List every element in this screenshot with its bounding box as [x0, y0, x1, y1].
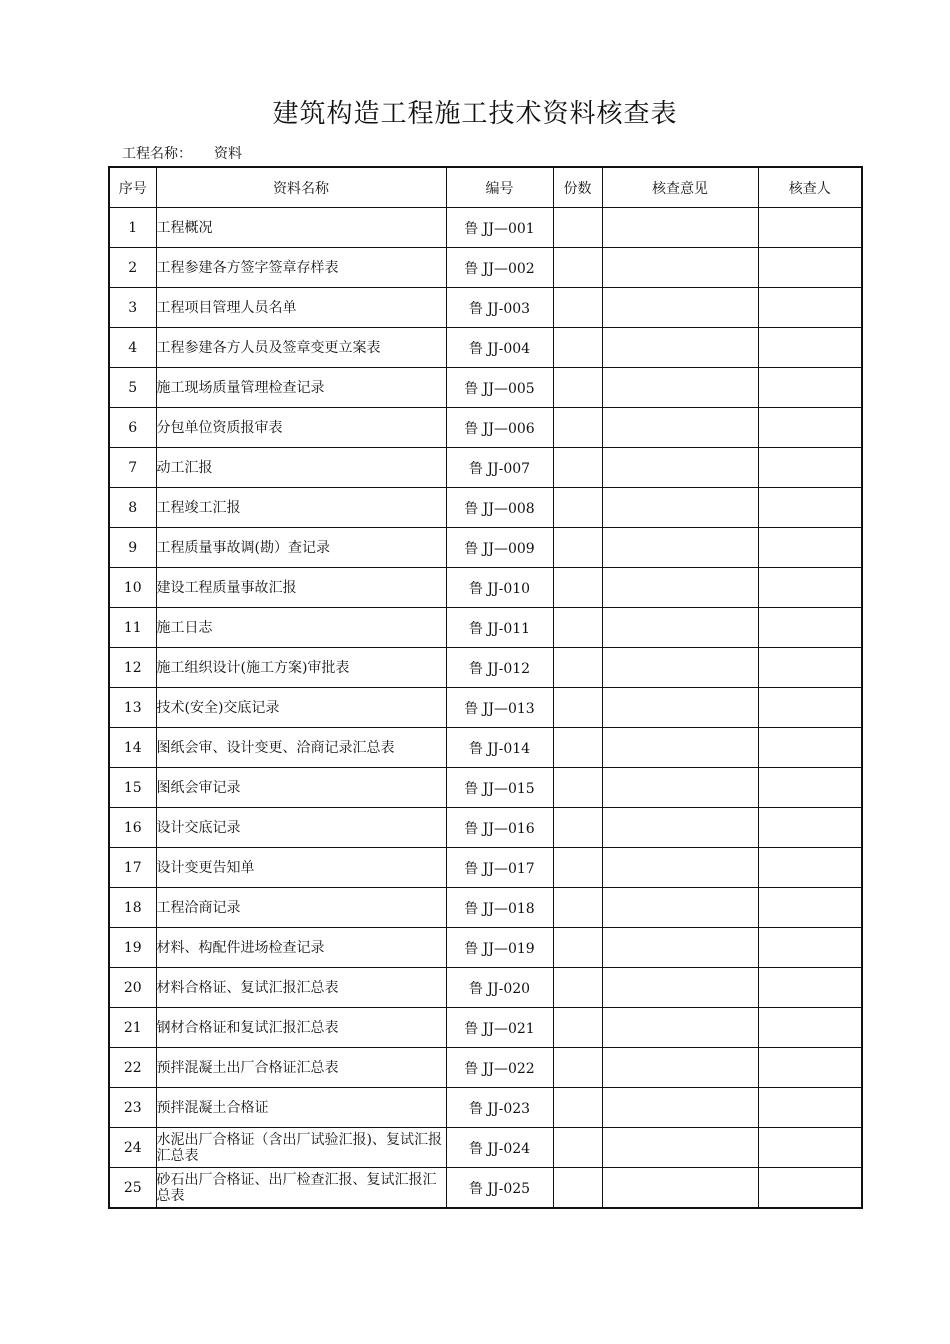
row-count-cell: [553, 208, 602, 248]
header-checker: 核查人: [758, 167, 862, 208]
row-no-cell: 1: [109, 208, 156, 248]
table-row: [109, 408, 862, 448]
row-code-cell: 鲁 JJ-020: [446, 968, 553, 1008]
row-opinion-cell: [602, 208, 758, 248]
row-checker-cell: [758, 648, 862, 688]
row-checker-cell: [758, 768, 862, 808]
table-row: [109, 1088, 862, 1128]
row-name-cell: 材料合格证、复试汇报汇总表: [156, 968, 446, 1008]
row-opinion-cell: [602, 768, 758, 808]
row-checker-cell: [758, 528, 862, 568]
table-row: [109, 488, 862, 528]
row-opinion-cell: [602, 1168, 758, 1209]
row-name-cell: 钢材合格证和复试汇报汇总表: [156, 1008, 446, 1048]
row-no-cell: 4: [109, 328, 156, 368]
row-no-cell: 24: [109, 1128, 156, 1168]
project-name-label: 工程名称：: [122, 146, 192, 162]
row-opinion-cell: [602, 608, 758, 648]
row-no-cell: 6: [109, 408, 156, 448]
row-code-cell: 鲁 JJ-024: [446, 1128, 553, 1168]
row-no-cell: 23: [109, 1088, 156, 1128]
row-no-cell: 5: [109, 368, 156, 408]
row-checker-cell: [758, 1088, 862, 1128]
row-checker-cell: [758, 368, 862, 408]
table-header-row: [109, 167, 862, 208]
row-no-cell: 12: [109, 648, 156, 688]
row-checker-cell: [758, 688, 862, 728]
table-row: [109, 688, 862, 728]
row-no-cell: 14: [109, 728, 156, 768]
row-checker-cell: [758, 1128, 862, 1168]
row-count-cell: [553, 888, 602, 928]
row-count-cell: [553, 808, 602, 848]
row-count-cell: [553, 248, 602, 288]
table-row: [109, 368, 862, 408]
row-name-cell: 技术(安全)交底记录: [156, 688, 446, 728]
table-row: [109, 1048, 862, 1088]
row-no-cell: 3: [109, 288, 156, 328]
row-opinion-cell: [602, 288, 758, 328]
row-code-cell: 鲁 JJ—021: [446, 1008, 553, 1048]
row-checker-cell: [758, 1008, 862, 1048]
row-code-cell: 鲁 JJ—017: [446, 848, 553, 888]
row-name-cell: 图纸会审记录: [156, 768, 446, 808]
header-code: 编号: [446, 167, 553, 208]
row-no-cell: 15: [109, 768, 156, 808]
row-checker-cell: [758, 248, 862, 288]
row-code-cell: 鲁 JJ—015: [446, 768, 553, 808]
row-name-cell: 工程洽商记录: [156, 888, 446, 928]
table-row: [109, 968, 862, 1008]
row-no-cell: 21: [109, 1008, 156, 1048]
row-code-cell: 鲁 JJ—006: [446, 408, 553, 448]
row-code-cell: 鲁 JJ—009: [446, 528, 553, 568]
row-count-cell: [553, 968, 602, 1008]
table-row: [109, 928, 862, 968]
row-opinion-cell: [602, 568, 758, 608]
row-checker-cell: [758, 848, 862, 888]
table-row: [109, 808, 862, 848]
row-name-cell: 预拌混凝土出厂合格证汇总表: [156, 1048, 446, 1088]
row-count-cell: [553, 768, 602, 808]
row-name-cell: 工程参建各方签字签章存样表: [156, 248, 446, 288]
row-opinion-cell: [602, 968, 758, 1008]
row-count-cell: [553, 848, 602, 888]
row-name-cell: 砂石出厂合格证、出厂检查汇报、复试汇报汇总表: [156, 1168, 446, 1209]
table-row: [109, 608, 862, 648]
row-code-cell: 鲁 JJ—005: [446, 368, 553, 408]
check-table: [108, 166, 863, 1209]
row-code-cell: 鲁 JJ—002: [446, 248, 553, 288]
row-code-cell: 鲁 JJ-011: [446, 608, 553, 648]
row-no-cell: 22: [109, 1048, 156, 1088]
row-opinion-cell: [602, 688, 758, 728]
row-opinion-cell: [602, 1048, 758, 1088]
page-title: 建筑构造工程施工技术资料核查表: [272, 99, 678, 129]
row-no-cell: 17: [109, 848, 156, 888]
row-opinion-cell: [602, 528, 758, 568]
row-count-cell: [553, 488, 602, 528]
row-code-cell: 鲁 JJ-007: [446, 448, 553, 488]
row-code-cell: 鲁 JJ-003: [446, 288, 553, 328]
table-body: [109, 208, 862, 1209]
row-name-cell: 图纸会审、设计变更、洽商记录汇总表: [156, 728, 446, 768]
row-name-cell: 预拌混凝土合格证: [156, 1088, 446, 1128]
table-row: [109, 848, 862, 888]
row-count-cell: [553, 1048, 602, 1088]
row-count-cell: [553, 1128, 602, 1168]
row-name-cell: 工程竣工汇报: [156, 488, 446, 528]
row-code-cell: 鲁 JJ—016: [446, 808, 553, 848]
row-opinion-cell: [602, 1008, 758, 1048]
row-code-cell: 鲁 JJ—013: [446, 688, 553, 728]
row-opinion-cell: [602, 728, 758, 768]
row-checker-cell: [758, 1168, 862, 1209]
row-checker-cell: [758, 448, 862, 488]
row-name-cell: 施工组织设计(施工方案)审批表: [156, 648, 446, 688]
row-checker-cell: [758, 488, 862, 528]
row-checker-cell: [758, 888, 862, 928]
row-code-cell: 鲁 JJ-012: [446, 648, 553, 688]
row-count-cell: [553, 928, 602, 968]
table-row: [109, 208, 862, 248]
row-name-cell: 分包单位资质报审表: [156, 408, 446, 448]
row-count-cell: [553, 328, 602, 368]
table-row: [109, 528, 862, 568]
row-name-cell: 工程概况: [156, 208, 446, 248]
row-count-cell: [553, 1168, 602, 1209]
header-no: 序号: [109, 167, 156, 208]
table-row: [109, 1168, 862, 1209]
row-name-cell: 设计交底记录: [156, 808, 446, 848]
row-code-cell: 鲁 JJ-025: [446, 1168, 553, 1209]
row-count-cell: [553, 648, 602, 688]
row-code-cell: 鲁 JJ-023: [446, 1088, 553, 1128]
row-name-cell: 工程项目管理人员名单: [156, 288, 446, 328]
row-code-cell: 鲁 JJ—022: [446, 1048, 553, 1088]
row-no-cell: 2: [109, 248, 156, 288]
row-opinion-cell: [602, 928, 758, 968]
table-row: [109, 1008, 862, 1048]
row-opinion-cell: [602, 488, 758, 528]
row-count-cell: [553, 1088, 602, 1128]
table-row: [109, 888, 862, 928]
row-code-cell: 鲁 JJ-010: [446, 568, 553, 608]
table-row: [109, 728, 862, 768]
row-code-cell: 鲁 JJ-004: [446, 328, 553, 368]
row-checker-cell: [758, 288, 862, 328]
row-no-cell: 18: [109, 888, 156, 928]
row-name-cell: 施工日志: [156, 608, 446, 648]
row-count-cell: [553, 1008, 602, 1048]
row-opinion-cell: [602, 1128, 758, 1168]
row-opinion-cell: [602, 808, 758, 848]
row-count-cell: [553, 448, 602, 488]
row-name-cell: 工程参建各方人员及签章变更立案表: [156, 328, 446, 368]
row-opinion-cell: [602, 328, 758, 368]
row-count-cell: [553, 368, 602, 408]
row-checker-cell: [758, 608, 862, 648]
table-row: [109, 448, 862, 488]
row-no-cell: 20: [109, 968, 156, 1008]
row-opinion-cell: [602, 888, 758, 928]
row-code-cell: 鲁 JJ—008: [446, 488, 553, 528]
row-count-cell: [553, 728, 602, 768]
row-no-cell: 7: [109, 448, 156, 488]
row-no-cell: 9: [109, 528, 156, 568]
row-opinion-cell: [602, 848, 758, 888]
table-row: [109, 1128, 862, 1168]
project-name-line: [122, 144, 242, 164]
header-count: 份数: [553, 167, 602, 208]
table-row: [109, 288, 862, 328]
row-count-cell: [553, 568, 602, 608]
row-name-cell: 施工现场质量管理检查记录: [156, 368, 446, 408]
row-opinion-cell: [602, 448, 758, 488]
row-count-cell: [553, 528, 602, 568]
row-checker-cell: [758, 968, 862, 1008]
row-name-cell: 水泥出厂合格证（含出厂试验汇报)、复试汇报汇总表: [156, 1128, 446, 1168]
row-opinion-cell: [602, 1088, 758, 1128]
row-no-cell: 8: [109, 488, 156, 528]
row-name-cell: 材料、构配件进场检查记录: [156, 928, 446, 968]
row-no-cell: 19: [109, 928, 156, 968]
row-checker-cell: [758, 328, 862, 368]
row-opinion-cell: [602, 648, 758, 688]
row-checker-cell: [758, 808, 862, 848]
table-row: [109, 568, 862, 608]
header-name: 资料名称: [156, 167, 446, 208]
row-name-cell: 设计变更告知单: [156, 848, 446, 888]
table-row: [109, 248, 862, 288]
row-checker-cell: [758, 208, 862, 248]
row-name-cell: 建设工程质量事故汇报: [156, 568, 446, 608]
table-row: [109, 768, 862, 808]
row-checker-cell: [758, 408, 862, 448]
row-no-cell: 11: [109, 608, 156, 648]
row-checker-cell: [758, 928, 862, 968]
row-count-cell: [553, 288, 602, 328]
row-code-cell: 鲁 JJ—018: [446, 888, 553, 928]
row-no-cell: 25: [109, 1168, 156, 1209]
row-opinion-cell: [602, 408, 758, 448]
row-checker-cell: [758, 728, 862, 768]
header-opinion: 核查意见: [602, 167, 758, 208]
row-opinion-cell: [602, 368, 758, 408]
row-no-cell: 13: [109, 688, 156, 728]
row-code-cell: 鲁 JJ-014: [446, 728, 553, 768]
table-row: [109, 648, 862, 688]
row-count-cell: [553, 608, 602, 648]
row-no-cell: 16: [109, 808, 156, 848]
project-name-value: 资料: [214, 146, 242, 162]
row-opinion-cell: [602, 248, 758, 288]
row-name-cell: 工程质量事故调(勘）查记录: [156, 528, 446, 568]
row-code-cell: 鲁 JJ—019: [446, 928, 553, 968]
table-row: [109, 328, 862, 368]
row-code-cell: 鲁 JJ—001: [446, 208, 553, 248]
row-count-cell: [553, 408, 602, 448]
row-no-cell: 10: [109, 568, 156, 608]
row-name-cell: 动工汇报: [156, 448, 446, 488]
row-checker-cell: [758, 1048, 862, 1088]
row-count-cell: [553, 688, 602, 728]
row-checker-cell: [758, 568, 862, 608]
